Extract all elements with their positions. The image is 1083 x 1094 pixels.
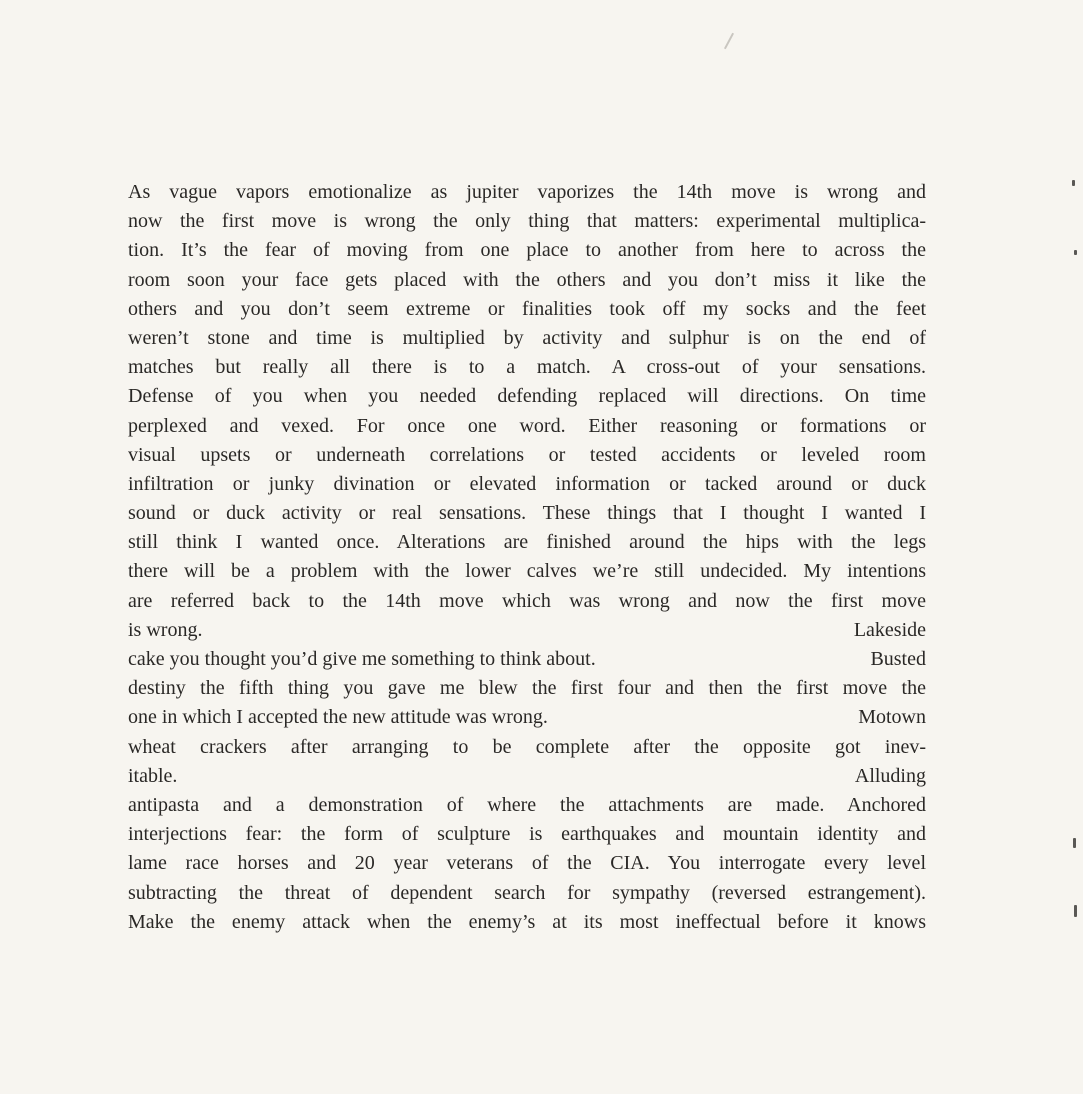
- text-line: visual upsets or underneath correlations or tested accidents or leveled room: [128, 443, 926, 466]
- text-line: Make the enemy attack when the enemy’s at its most ineffectual before it knows: [128, 910, 926, 933]
- edge-mark: [1073, 838, 1076, 848]
- text-line: subtracting the threat of dependent search for sympathy (reversed estrangement).: [128, 881, 926, 904]
- text-line: perplexed and vexed. For once one word. Either reasoning or formations or: [128, 414, 926, 437]
- split-line-right: Motown: [858, 706, 926, 729]
- text-line: antipasta and a demonstration of where the attachments are made. Anchored: [128, 793, 926, 816]
- text-line: Defense of you when you needed defending replaced will directions. On time: [128, 385, 926, 408]
- text-line: now the first move is wrong the only thing that matters: experimental multiplica-: [128, 210, 926, 233]
- body-text: [128, 178, 926, 937]
- split-line: [128, 762, 926, 791]
- edge-mark: [1074, 905, 1077, 917]
- split-line: [128, 703, 926, 732]
- text-line: As vague vapors emotionalize as jupiter vaporizes the 14th move is wrong and: [128, 181, 926, 203]
- text-line: wheat crackers after arranging to be complete after the opposite got inev-: [128, 735, 926, 758]
- text-line: matches but really all there is to a match. A cross-out of your sensations.: [128, 356, 926, 379]
- pencil-mark: [724, 33, 734, 50]
- split-line: [128, 616, 926, 645]
- split-line-left: is wrong.: [128, 618, 203, 641]
- split-line-left: itable.: [128, 764, 178, 787]
- split-line: [128, 645, 926, 674]
- text-line: sound or duck activity or real sensations. These things that I thought I wanted I: [128, 502, 926, 525]
- text-line: lame race horses and 20 year veterans of the CIA. You interrogate every level: [128, 852, 926, 875]
- text-line: weren’t stone and time is multiplied by activity and sulphur is on the end of: [128, 326, 926, 349]
- split-line-right: Lakeside: [853, 618, 926, 641]
- text-line: others and you don’t seem extreme or finalities took off my socks and the feet: [128, 297, 926, 320]
- edge-mark: [1072, 180, 1075, 186]
- text-line: interjections fear: the form of sculpture is earthquakes and mountain identity and: [128, 823, 926, 846]
- split-line-left: cake you thought you’d give me something to think about.: [128, 648, 596, 670]
- text-line: destiny the fifth thing you gave me blew the first four and then the first move the: [128, 677, 926, 700]
- edge-mark: [1074, 250, 1077, 255]
- split-line-left: one in which I accepted the new attitude was wrong.: [128, 706, 548, 729]
- text-line: there will be a problem with the lower calves we’re still undecided. My intentions: [128, 560, 926, 583]
- text-line: room soon your face gets placed with the others and you don’t miss it like the: [128, 268, 926, 291]
- text-line: still think I wanted once. Alterations are finished around the hips with the legs: [128, 531, 926, 554]
- text-line: infiltration or junky divination or elevated information or tacked around or duck: [128, 472, 926, 495]
- text-line: are referred back to the 14th move which was wrong and now the first move: [128, 589, 926, 612]
- text-line: tion. It’s the fear of moving from one place to another from here to across the: [128, 239, 926, 262]
- split-line-right: Busted: [870, 648, 926, 670]
- split-line-right: Alluding: [854, 764, 926, 787]
